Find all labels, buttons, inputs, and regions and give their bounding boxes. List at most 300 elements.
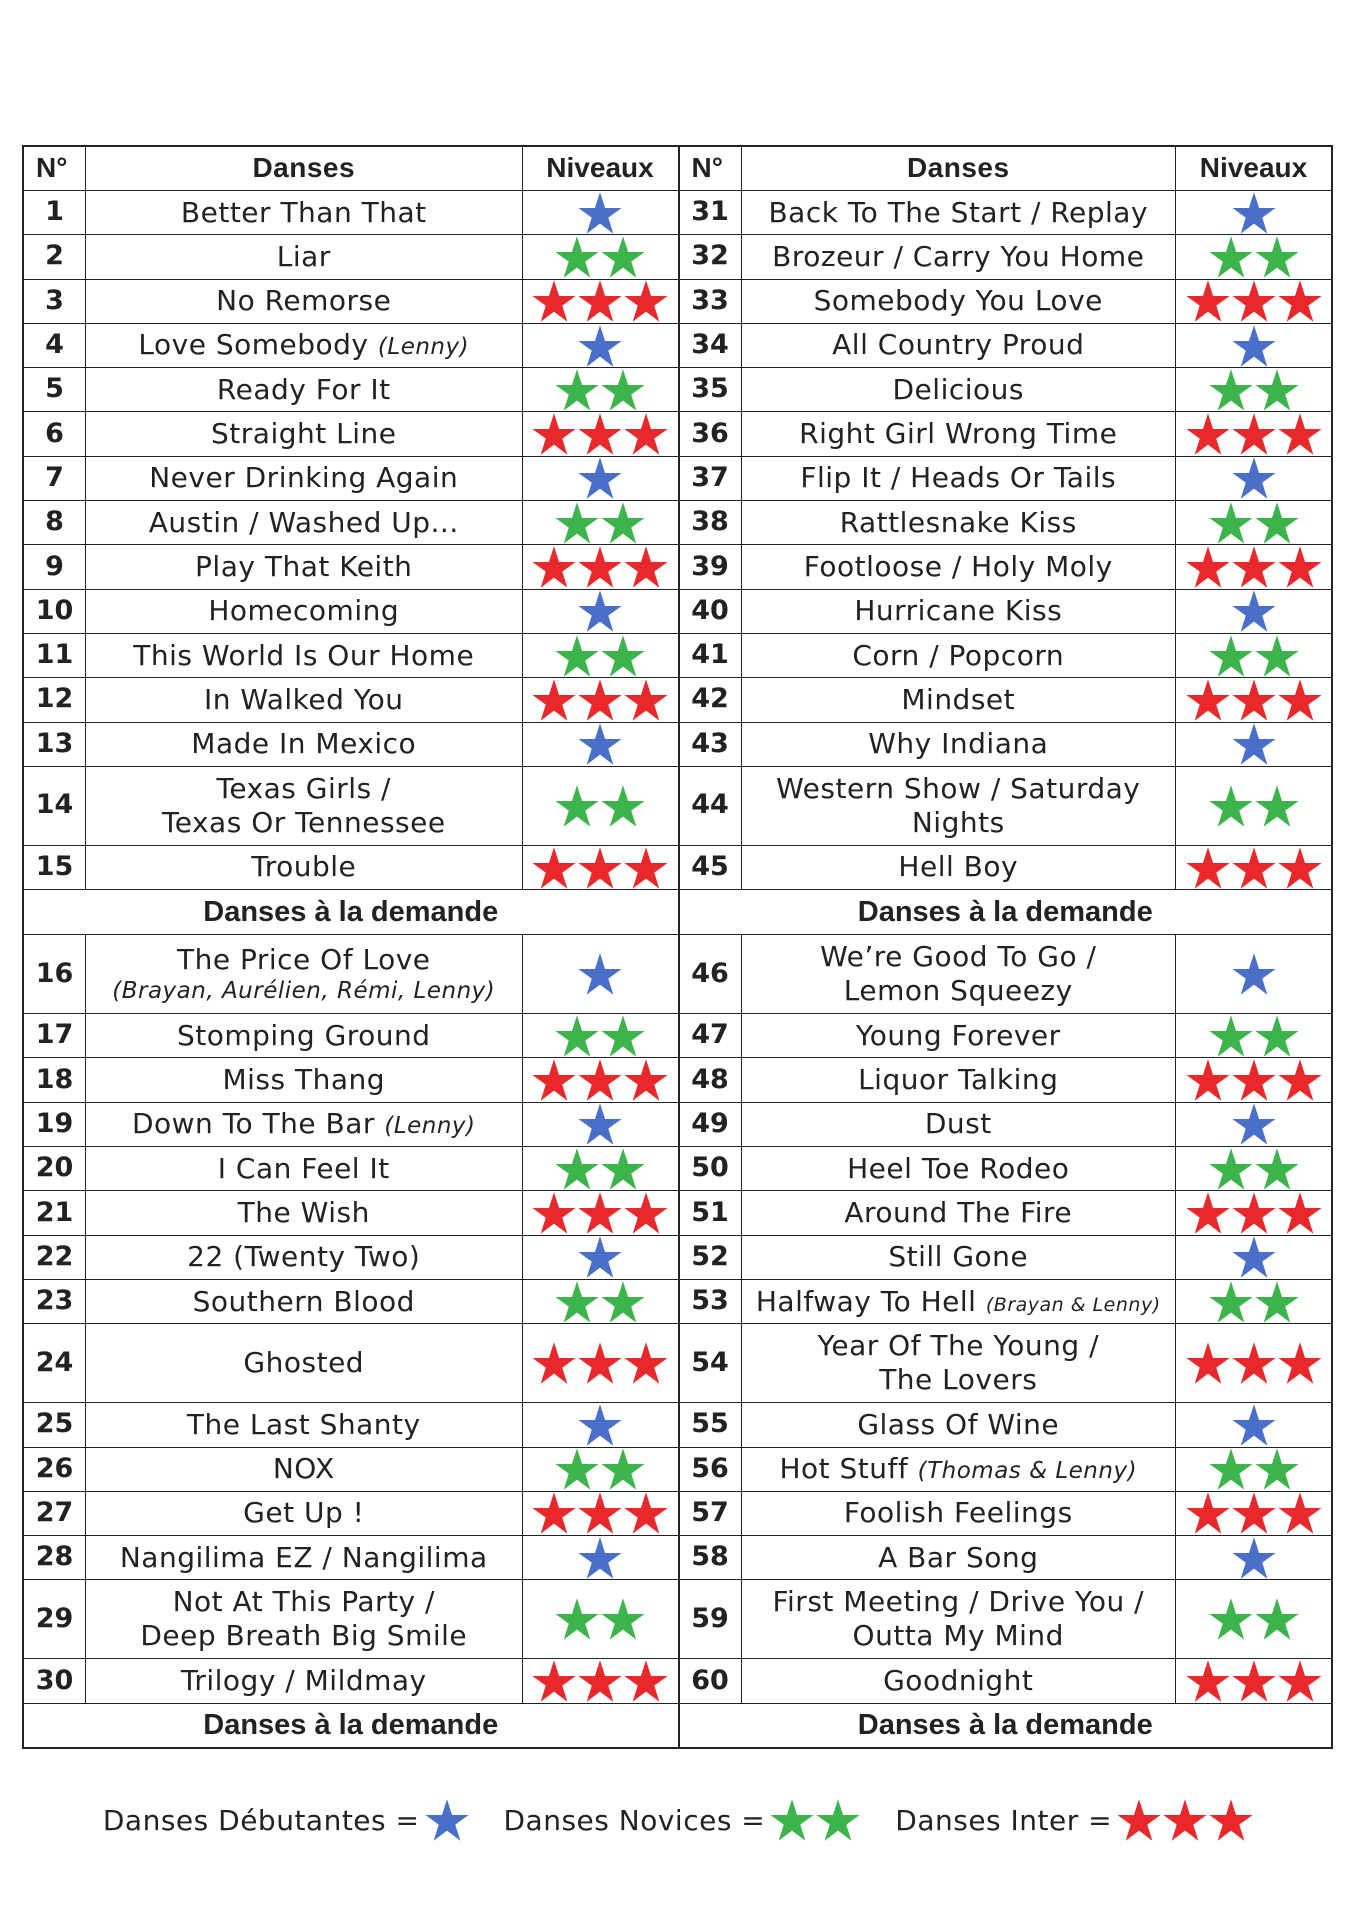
star-shape (1278, 413, 1321, 454)
table-row (24, 1191, 1331, 1235)
star-icon (531, 677, 577, 723)
dance-name (742, 1058, 1177, 1101)
table-row (24, 767, 1331, 846)
star-icon (531, 1190, 577, 1236)
stars-level-2 (554, 1013, 646, 1059)
star-icon (1208, 783, 1254, 829)
star-icon (1208, 234, 1254, 280)
star-icon (554, 1446, 600, 1492)
table-row (24, 1448, 1331, 1492)
star-shape (578, 1237, 621, 1278)
dance-title-line (858, 1063, 1058, 1097)
star-icon (1254, 783, 1300, 829)
header-number: N° (680, 147, 742, 190)
dance-name (86, 1536, 523, 1579)
dance-number: 2 (24, 235, 86, 278)
dance-number: 44 (680, 767, 742, 845)
dance-name (742, 1659, 1177, 1702)
dance-title: Austin / Washed Up... (148, 505, 459, 539)
dance-entry-left (24, 1536, 678, 1579)
dance-entry-left (24, 935, 678, 1013)
star-shape (601, 369, 644, 410)
star-shape (1209, 635, 1252, 676)
dance-level (523, 280, 678, 323)
dance-level (1176, 1324, 1331, 1402)
star-icon (577, 1402, 623, 1448)
dance-level (523, 545, 678, 588)
dance-title-line (901, 683, 1015, 717)
dance-level (1176, 1403, 1331, 1446)
dance-level (523, 412, 678, 455)
dance-name (86, 1147, 523, 1190)
dance-title-line (844, 1496, 1073, 1530)
dance-level (1176, 324, 1331, 367)
table-row (24, 1492, 1331, 1536)
stars-level-3 (1185, 411, 1323, 457)
star-shape (1232, 1343, 1275, 1384)
stars-level-2 (554, 1146, 646, 1192)
star-icon (577, 1101, 623, 1147)
stars-level-1 (577, 951, 623, 997)
star-icon (1185, 278, 1231, 324)
dance-name (742, 191, 1177, 234)
star-shape (1210, 1799, 1253, 1840)
dance-title: Homecoming (208, 594, 400, 628)
header-level: Niveaux (1199, 152, 1308, 184)
dance-title: The Price Of Love (176, 943, 431, 977)
star-shape (1186, 281, 1229, 322)
dance-name (742, 1536, 1177, 1579)
table-header-row (24, 147, 1331, 191)
star-icon (577, 1234, 623, 1280)
dance-name (742, 368, 1177, 411)
dance-title-line (211, 417, 396, 451)
star-icon (1231, 1490, 1277, 1536)
dance-level (1176, 678, 1331, 721)
request-section-row (24, 890, 1331, 935)
star-icon (1185, 845, 1231, 891)
dance-title-line (844, 1196, 1072, 1230)
dance-entry-right (678, 324, 1332, 367)
star-icon (577, 190, 623, 236)
star-icon (1231, 411, 1277, 457)
dance-title-line (138, 328, 469, 362)
dance-level (523, 1236, 678, 1279)
dance-level (523, 634, 678, 677)
table-row (24, 1659, 1331, 1703)
star-shape (1278, 281, 1321, 322)
dance-entry-right (678, 1147, 1332, 1190)
dance-number: 12 (24, 678, 86, 721)
stars-level-1 (1231, 323, 1277, 369)
star-shape (578, 847, 621, 888)
star-icon (577, 544, 623, 590)
star-shape (1255, 236, 1298, 277)
stars-level-3 (531, 845, 669, 891)
star-icon (600, 1013, 646, 1059)
stars-level-2 (554, 234, 646, 280)
dance-number: 28 (24, 1536, 86, 1579)
legend-item (103, 1797, 470, 1843)
star-icon (769, 1797, 815, 1843)
star-icon (554, 1279, 600, 1325)
star-icon (1277, 1658, 1323, 1704)
star-shape (1255, 502, 1298, 543)
dance-level (1176, 191, 1331, 234)
dance-entry-right (678, 935, 1332, 1013)
star-icon (577, 845, 623, 891)
dance-level (1176, 545, 1331, 588)
stars-level-3 (1185, 1490, 1323, 1536)
dance-number: 10 (24, 590, 86, 633)
dance-number: 15 (24, 846, 86, 889)
star-icon (623, 1190, 669, 1236)
star-icon (1208, 1596, 1254, 1642)
star-shape (1232, 458, 1275, 499)
dance-name (742, 501, 1177, 544)
header-number: N° (24, 147, 86, 190)
star-icon (1185, 677, 1231, 723)
dance-title: All Country Proud (832, 328, 1085, 362)
star-icon (531, 1340, 577, 1386)
star-icon (1185, 1490, 1231, 1536)
star-icon (1277, 1490, 1323, 1536)
star-shape (1278, 546, 1321, 587)
star-shape (1209, 1281, 1252, 1322)
star-icon (600, 1279, 646, 1325)
star-shape (1232, 1104, 1275, 1145)
star-icon (600, 1446, 646, 1492)
dance-entry-right (678, 501, 1332, 544)
star-icon (1116, 1797, 1162, 1843)
star-shape (624, 546, 667, 587)
table-row (24, 1324, 1331, 1403)
star-icon (1162, 1797, 1208, 1843)
dance-title-line (218, 1152, 390, 1186)
dance-name (742, 1448, 1177, 1491)
dance-entry-right (678, 767, 1332, 845)
dance-level (1176, 235, 1331, 278)
star-shape (578, 724, 621, 765)
dance-name (742, 280, 1177, 323)
stars-level-3 (531, 1190, 669, 1236)
dance-name (742, 235, 1177, 278)
dance-entry-left (24, 1191, 678, 1234)
dance-title: Play That Keith (195, 549, 413, 583)
dance-title-line (852, 639, 1064, 673)
star-icon (1185, 411, 1231, 457)
dance-name (742, 1147, 1177, 1190)
table-row (24, 1280, 1331, 1324)
star-shape (1209, 369, 1252, 410)
star-shape (1278, 1059, 1321, 1100)
star-shape (1232, 847, 1275, 888)
dance-level (1176, 1448, 1331, 1491)
star-shape (1255, 1599, 1298, 1640)
star-shape (601, 236, 644, 277)
dance-level (523, 1191, 678, 1234)
dance-number: 48 (680, 1058, 742, 1101)
dance-number: 19 (24, 1103, 86, 1146)
stars-level-1 (1231, 951, 1277, 997)
dance-name (742, 1324, 1177, 1402)
dance-number: 36 (680, 412, 742, 455)
dance-title: The Last Shanty (186, 1407, 421, 1441)
star-shape (1255, 1148, 1298, 1189)
dance-level (523, 1324, 678, 1402)
dance-title-line (779, 1452, 1137, 1486)
star-icon (554, 1013, 600, 1059)
dance-number: 30 (24, 1659, 86, 1702)
dance-number: 27 (24, 1492, 86, 1535)
dance-title-line (847, 1152, 1069, 1186)
dance-title-line (814, 284, 1103, 318)
dance-level (523, 1058, 678, 1101)
dance-level (1176, 723, 1331, 766)
dance-entry-left (24, 723, 678, 766)
star-icon (1185, 544, 1231, 590)
stars-level-2 (1208, 1146, 1300, 1192)
dance-name (742, 935, 1177, 1013)
dance-level (523, 723, 678, 766)
star-shape (532, 679, 575, 720)
dance-level (1176, 935, 1331, 1013)
star-icon (1254, 1596, 1300, 1642)
dance-entry-left (24, 1103, 678, 1146)
star-shape (532, 413, 575, 454)
star-icon (1254, 1279, 1300, 1325)
dance-entry-left (24, 678, 678, 721)
stars-level-1 (1231, 1402, 1277, 1448)
star-shape (1232, 591, 1275, 632)
star-icon (623, 544, 669, 590)
star-shape (555, 785, 598, 826)
star-shape (1209, 1015, 1252, 1056)
star-icon (1208, 1146, 1254, 1192)
request-section-label: Danses à la demande (203, 1708, 499, 1741)
dance-number: 32 (680, 235, 742, 278)
stars-level-2 (1208, 633, 1300, 679)
star-shape (555, 635, 598, 676)
star-shape (555, 1015, 598, 1056)
stars-level-2 (554, 1446, 646, 1492)
star-icon (1254, 1013, 1300, 1059)
dance-number: 5 (24, 368, 86, 411)
star-icon (554, 1146, 600, 1192)
dance-title: Better Than That (180, 195, 427, 229)
dance-entry-right (678, 1580, 1332, 1658)
star-shape (532, 1343, 575, 1384)
stars-level-1 (577, 588, 623, 634)
dance-number: 24 (24, 1324, 86, 1402)
dance-number: 23 (24, 1280, 86, 1323)
dance-entry-right (678, 1058, 1332, 1101)
stars-level-1 (577, 455, 623, 501)
dance-number: 37 (680, 457, 742, 500)
stars-level-2 (1208, 1013, 1300, 1059)
dance-title-line (133, 639, 474, 673)
star-icon (1254, 1446, 1300, 1492)
header-level: Niveaux (546, 152, 654, 184)
level-legend (0, 1797, 1357, 1843)
dance-number: 31 (680, 191, 742, 234)
dance-number: 34 (680, 324, 742, 367)
dance-title-line (187, 1240, 420, 1274)
table-row (24, 457, 1331, 501)
dance-title-line2: Nights (911, 805, 1005, 839)
dance-title: Goodnight (883, 1663, 1034, 1697)
table-row (24, 501, 1331, 545)
stars-level-2 (554, 1279, 646, 1325)
dance-entry-right (678, 280, 1332, 323)
dance-title: Right Girl Wrong Time (799, 417, 1118, 451)
star-shape (624, 1059, 667, 1100)
dance-level (1176, 1580, 1331, 1658)
legend-item (504, 1797, 862, 1843)
dance-level (523, 1492, 678, 1535)
table-row (24, 723, 1331, 767)
dance-title-line (856, 1019, 1061, 1053)
star-shape (578, 413, 621, 454)
stars-level-3 (1185, 1658, 1323, 1704)
table-row (24, 634, 1331, 678)
star-icon (577, 278, 623, 324)
star-shape (532, 1660, 575, 1701)
dance-number: 46 (680, 935, 742, 1013)
dance-entry-right (678, 457, 1332, 500)
star-shape (1232, 724, 1275, 765)
star-shape (555, 369, 598, 410)
dance-title: Down To The Bar (131, 1107, 375, 1141)
dance-level (523, 1280, 678, 1323)
star-shape (601, 635, 644, 676)
dance-name (86, 1191, 523, 1234)
star-icon (531, 411, 577, 457)
star-shape (555, 1148, 598, 1189)
dance-name (742, 1014, 1177, 1057)
dance-title-line1: First Meeting / Drive You / (772, 1585, 1145, 1619)
star-icon (1277, 1190, 1323, 1236)
star-icon (554, 1596, 600, 1642)
dance-title-line (878, 1541, 1038, 1575)
star-icon (1231, 1234, 1277, 1280)
dance-number: 17 (24, 1014, 86, 1057)
star-icon (1254, 633, 1300, 679)
star-icon (1231, 677, 1277, 723)
star-icon (623, 1490, 669, 1536)
dance-entry-left (24, 1403, 678, 1446)
star-icon (623, 278, 669, 324)
stars-level-1 (577, 1234, 623, 1280)
dance-number: 39 (680, 545, 742, 588)
stars-level-2 (1208, 783, 1300, 829)
table-row (24, 590, 1331, 634)
star-shape (601, 1448, 644, 1489)
star-shape (624, 1343, 667, 1384)
stars-level-1 (1231, 190, 1277, 236)
dance-number: 45 (680, 846, 742, 889)
star-icon (577, 323, 623, 369)
table-row (24, 545, 1331, 589)
dance-title: Liar (276, 239, 331, 273)
dance-name (86, 846, 523, 889)
dance-title: Heel Toe Rodeo (847, 1151, 1070, 1185)
star-shape (771, 1799, 814, 1840)
dance-title-line (120, 1541, 488, 1575)
star-icon (577, 1490, 623, 1536)
dance-title-line (181, 1664, 427, 1698)
dance-entry-left (24, 191, 678, 234)
dance-title-line (898, 850, 1018, 884)
star-shape (1232, 679, 1275, 720)
star-shape (532, 546, 575, 587)
star-icon (1231, 1057, 1277, 1103)
star-icon (554, 783, 600, 829)
table-row (24, 235, 1331, 279)
stars-level-3 (531, 411, 669, 457)
star-shape (624, 679, 667, 720)
dance-number: 8 (24, 501, 86, 544)
dance-entry-left (24, 1448, 678, 1491)
dance-entry-right (678, 1536, 1332, 1579)
star-shape (532, 847, 575, 888)
dance-entry-right (678, 1659, 1332, 1702)
stars-level-3 (1185, 845, 1323, 891)
dance-title-line (195, 550, 412, 584)
star-shape (624, 281, 667, 322)
star-icon (1208, 367, 1254, 413)
dance-entry-right (678, 545, 1332, 588)
legend-label: Danses Débutantes = (102, 1803, 420, 1837)
star-shape (555, 502, 598, 543)
dance-title: Straight Line (211, 417, 397, 451)
star-shape (578, 1493, 621, 1534)
star-shape (601, 1599, 644, 1640)
star-icon (1231, 1340, 1277, 1386)
dance-entry-left (24, 280, 678, 323)
star-shape (578, 325, 621, 366)
star-shape (624, 1493, 667, 1534)
dance-name (742, 1403, 1177, 1446)
stars-level-2 (554, 500, 646, 546)
star-shape (601, 785, 644, 826)
table-row (24, 1403, 1331, 1447)
dance-entry-right (678, 235, 1332, 278)
dance-entry-right (678, 1324, 1332, 1402)
dance-title: Delicious (892, 372, 1024, 406)
star-icon (1208, 500, 1254, 546)
dance-level (523, 935, 678, 1013)
star-icon (577, 951, 623, 997)
dance-name (742, 1191, 1177, 1234)
dance-entry-right (678, 1280, 1332, 1323)
star-icon (577, 411, 623, 457)
dance-title-line (768, 196, 1148, 230)
dance-number: 26 (24, 1448, 86, 1491)
dance-number: 21 (24, 1191, 86, 1234)
dance-name (86, 1058, 523, 1101)
dance-list-table (22, 145, 1333, 1749)
dance-title: Hell Boy (898, 850, 1019, 884)
star-shape (1278, 1343, 1321, 1384)
dance-title-line (251, 850, 356, 884)
star-icon (1277, 544, 1323, 590)
dance-entry-left (24, 590, 678, 633)
dance-number: 49 (680, 1103, 742, 1146)
dance-title-line (799, 417, 1117, 451)
star-shape (1255, 785, 1298, 826)
star-shape (1186, 1192, 1229, 1233)
